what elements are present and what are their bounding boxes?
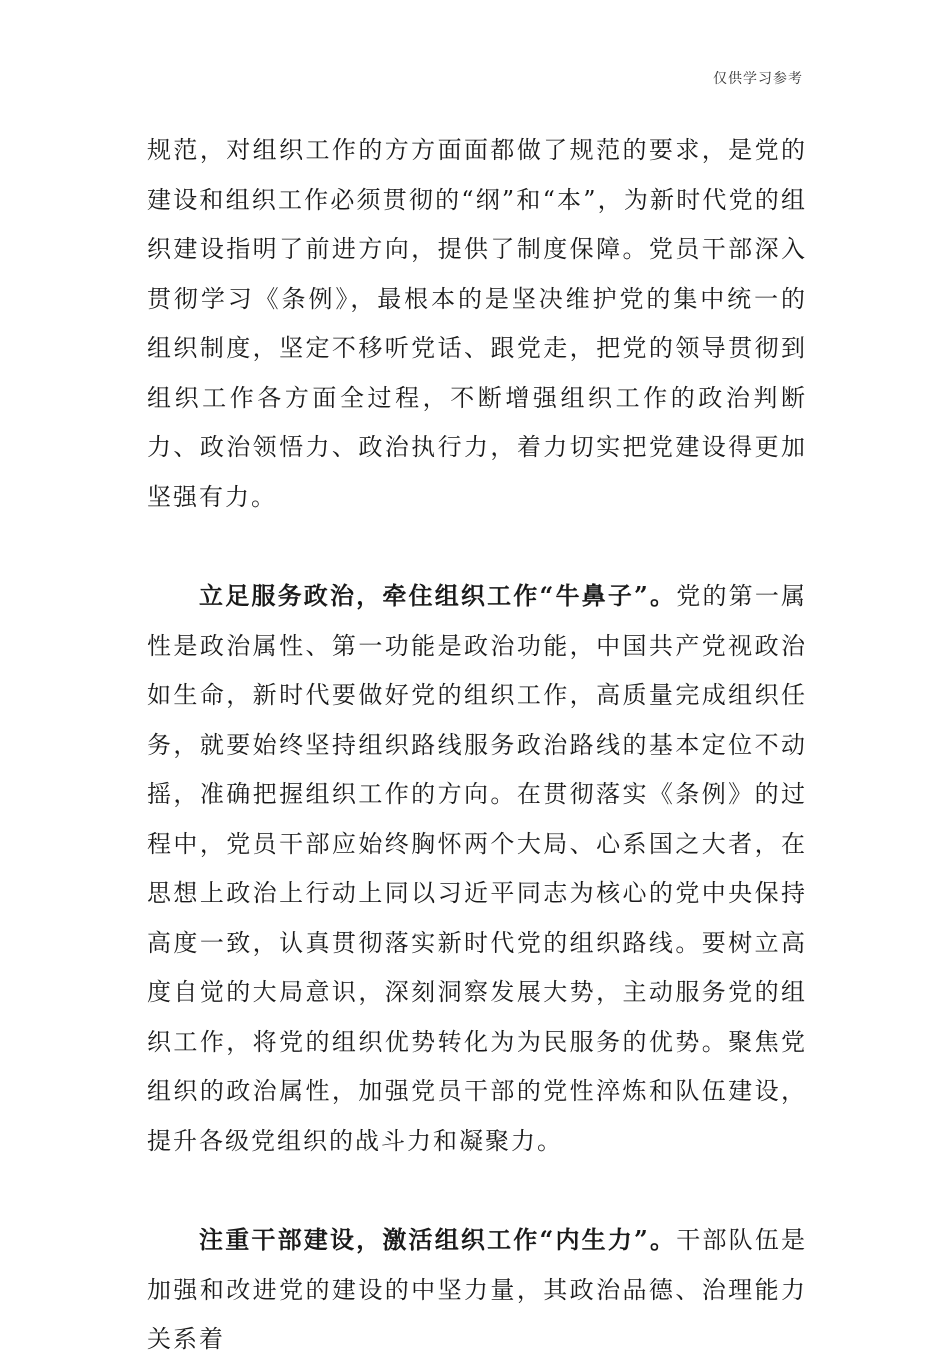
paragraph-3-text: 干部队伍是加强和改进党的建设的中坚力量，其政治品德、治理能力关系着 <box>147 1226 808 1353</box>
header-note: 仅供学习参考 <box>713 71 803 87</box>
paragraph-2-text: 党的第一属性是政治属性、第一功能是政治功能，中国共产党视政治如生命，新时代要做好党的组织工作，高质量完成组织任务，就要始终坚持组织路线服务政治路线的基本定位不动摇，准确把握组织工作的方向。在贯彻落实《条例》的过程中，党员干部应始终胸怀两个大局、心系国之大者，在思想上政治上行动上同以习近平同志为核心的党中央保持高度一致，认真贯彻落实新时代党的组织路线。要树立高度自觉的大局意识，深刻洞察发展大势，主动服务党的组织工作，将党的组织优势转化为为民服务的优势。聚焦党组织的政治属性，加强党员干部的党性淬炼和队伍建设，提升各级党组织的战斗力和凝聚力。 <box>147 582 808 1155</box>
paragraph-spacer <box>147 1166 807 1215</box>
document-body <box>147 126 807 1365</box>
paragraph-3-lead: 注重干部建设，激活组织工作“内生力”。 <box>199 1225 677 1254</box>
paragraph-1 <box>147 126 807 522</box>
paragraph-spacer <box>147 522 807 571</box>
paragraph-1-text: 规范，对组织工作的方方面面都做了规范的要求，是党的建设和组织工作必须贯彻的“纲”和“本”，为新时代党的组织建设指明了前进方向，提供了制度保障。党员干部深入贯彻学习《条例》，最根本的是坚决维护党的集中统一的组织制度，坚定不移听党话、跟党走，把党的领导贯彻到组织工作各方面全过程，不断增强组织工作的政治判断力、政治领悟力、政治执行力，着力切实把党建设得更加坚强有力。 <box>147 136 807 511</box>
paragraph-2 <box>147 571 807 1166</box>
paragraph-2-lead: 立足服务政治，牵住组织工作“牛鼻子”。 <box>199 581 677 610</box>
paragraph-3 <box>147 1215 807 1365</box>
